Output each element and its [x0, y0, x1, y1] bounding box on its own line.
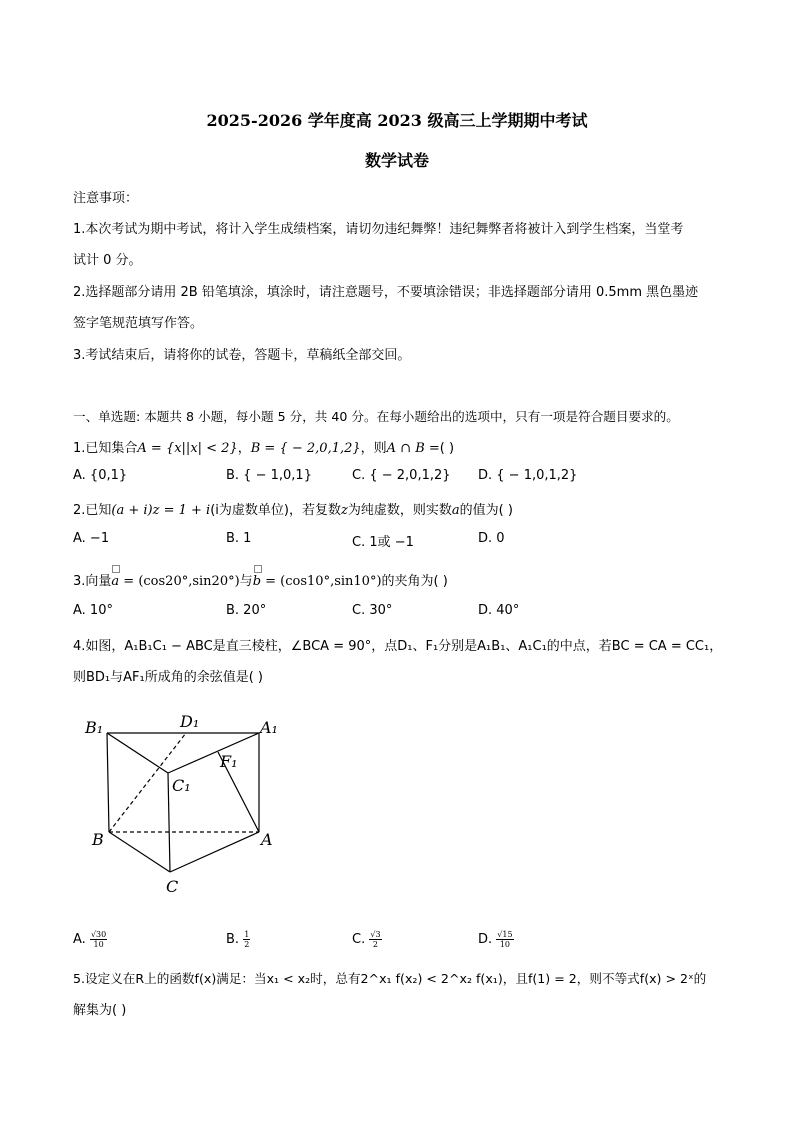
- q3-vb-letter: b: [252, 574, 262, 589]
- edge-c1-a1: [168, 733, 259, 773]
- label-b: B: [92, 830, 104, 849]
- q2-tail: 的值为( ): [459, 503, 513, 518]
- q1-option-d: D. { − 1,0,1,2}: [478, 468, 578, 483]
- q1-tail: ( ): [439, 441, 455, 456]
- q4-option-d-fraction: [496, 930, 513, 949]
- q1-set-a: A = {x||x| < 2}: [137, 441, 238, 456]
- q3-va-letter: a: [111, 574, 120, 589]
- q1-option-a: A. {0,1}: [73, 468, 128, 483]
- question-4-line-2: 则BD₁与AF₁所成角的余弦值是( ): [73, 670, 263, 685]
- q3-expr1: = (cos20°,sin20°): [119, 574, 240, 589]
- q2-option-c: C. 1或 −1: [352, 535, 414, 550]
- notice-item-2a: 2.选择题部分请用 2B 铅笔填涂，填涂时，请注意题号，不要填涂错误；非选择题部分请用 0.5mm 黑色墨迹: [73, 285, 699, 300]
- fraction-denominator: 2: [372, 940, 378, 949]
- question-3: [73, 570, 448, 589]
- q2-a: a: [451, 503, 460, 518]
- notice-item-3: 3.考试结束后，请将你的试卷，答题卡，草稿纸全部交回。: [73, 348, 411, 363]
- q1-set-b: B = { − 2,0,1,2}: [250, 441, 361, 456]
- q4-option-c: [352, 930, 382, 949]
- fraction-numerator: √15: [497, 930, 513, 939]
- q4-option-a: [73, 930, 107, 949]
- q3-prefix: 3.向量: [73, 574, 112, 589]
- q2-z: z: [340, 503, 348, 518]
- question-2: [73, 499, 513, 518]
- q2-option-d: D. 0: [478, 531, 505, 546]
- q4-option-a-fraction: [90, 930, 107, 949]
- q1-prefix: 1.已知集合: [73, 441, 138, 456]
- q4-option-d-letter: D.: [478, 932, 493, 947]
- edge-b1-c1: [107, 733, 168, 773]
- vector-arrow-placeholder: [254, 565, 262, 573]
- edge-c-a: [170, 832, 259, 872]
- q4-option-b-fraction: [243, 930, 250, 949]
- q4-option-b-letter: B.: [226, 932, 240, 947]
- fraction-denominator: 2: [244, 940, 250, 949]
- q1-mid: ，则: [360, 441, 387, 456]
- notice-item-2b: 签字笔规范填写作答。: [73, 316, 204, 331]
- label-c: C: [166, 877, 179, 896]
- fraction-numerator: √30: [90, 930, 107, 939]
- q4-option-a-letter: A.: [73, 932, 86, 947]
- q3-option-c: C. 30°: [352, 603, 393, 618]
- exam-title: 2025-2026 学年度高 2023 级高三上学期期中考试: [206, 111, 588, 130]
- question-4-line-1: 4.如图，A₁B₁C₁ − ABC是直三棱柱，∠BCA = 90°，点D₁、F₁分别是A₁B₁、A₁C₁的中点，若BC = CA = CC₁，: [73, 639, 723, 654]
- question-5-line-1: 5.设定义在R上的函数f(x)满足：当x₁ < x₂时，总有2^x₁ f(x₂) < 2^x₂ f(x₁)，且f(1) = 2，则不等式f(x) > 2ˣ的: [73, 971, 707, 986]
- q4-option-c-letter: C.: [352, 932, 366, 947]
- label-f1: F₁: [220, 752, 238, 771]
- q1-option-c: C. { − 2,0,1,2}: [352, 468, 451, 483]
- q1-expr: A ∩ B =: [386, 441, 440, 456]
- q3-vector-a: [111, 574, 119, 589]
- q3-option-d: D. 40°: [478, 603, 520, 618]
- q3-mid: 与: [239, 574, 253, 589]
- q3-tail: 的夹角为( ): [381, 574, 448, 589]
- vector-arrow-placeholder: [112, 565, 120, 573]
- notice-heading: 注意事项：: [73, 191, 139, 206]
- q2-expr: (a + i)z = 1 + i: [111, 503, 211, 518]
- q2-mid: (i为虚数单位)，若复数: [210, 503, 341, 518]
- edge-b-c: [109, 832, 170, 872]
- fraction-numerator: 1: [244, 930, 250, 939]
- edge-c1-c: [168, 773, 170, 872]
- q3-option-a: A. 10°: [73, 603, 113, 618]
- fraction-denominator: 10: [499, 940, 511, 949]
- q2-option-a: A. −1: [73, 531, 110, 546]
- label-b1: B₁: [85, 718, 104, 737]
- q4-option-b: [226, 930, 250, 949]
- label-a1: A₁: [260, 718, 278, 737]
- label-a: A: [261, 830, 273, 849]
- edge-b1-b: [107, 733, 109, 832]
- question-5-line-2: 解集为( ): [73, 1003, 127, 1018]
- label-c1: C₁: [172, 776, 191, 795]
- q4-option-d: [478, 930, 514, 949]
- fraction-numerator: √3: [370, 930, 381, 939]
- prism-figure: [80, 705, 290, 900]
- notice-item-1b: 试计 0 分。: [73, 253, 142, 268]
- q2-option-b: B. 1: [226, 531, 252, 546]
- q3-option-b: B. 20°: [226, 603, 267, 618]
- q2-mid2: 为纯虚数，则实数: [347, 503, 452, 518]
- label-d1: D₁: [180, 712, 200, 731]
- q3-vector-b: [253, 574, 261, 589]
- q1-sep: ，: [237, 441, 251, 456]
- q1-option-b: B. { − 1,0,1}: [226, 468, 312, 483]
- question-1: [73, 437, 454, 456]
- q4-option-c-fraction: [369, 930, 381, 949]
- q2-prefix: 2.已知: [73, 503, 112, 518]
- notice-item-1a: 1.本次考试为期中考试，将计入学生成绩档案，请切勿违纪舞弊！违纪舞弊者将被计入到学生档案，当堂考: [73, 222, 684, 237]
- fraction-denominator: 10: [93, 940, 104, 949]
- exam-subtitle: 数学试卷: [364, 151, 429, 170]
- section-heading: 一、单选题: 本题共 8 小题，每小题 5 分，共 40 分。在每小题给出的选项中，只有一项是符合题目要求的。: [73, 409, 679, 424]
- q3-expr2: = (cos10°,sin10°): [261, 574, 382, 589]
